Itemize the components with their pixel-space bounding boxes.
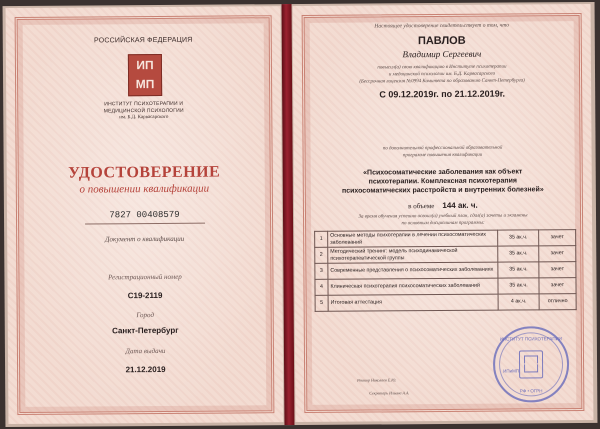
program-title-line2: психотерапии. Комплексная психотерапия bbox=[368, 177, 517, 186]
official-stamp bbox=[493, 326, 570, 403]
subject-name: Итоговая аттестация bbox=[328, 294, 498, 311]
country-name: РОССИЙСКАЯ ФЕДЕРАЦИЯ bbox=[94, 36, 193, 45]
certificate-title: УДОСТОВЕРЕНИЕ bbox=[68, 163, 221, 182]
issue-date-label: Дата выдачи bbox=[125, 346, 166, 356]
subject-hours: 35 ак.ч. bbox=[498, 278, 539, 294]
completion-text-line1: За время обучения успешно освоил(а) учебный план, сдал(а) зачеты и экзамены bbox=[358, 213, 528, 220]
program-title-line3: психосоматических расстройств и внутренних болезней» bbox=[341, 186, 544, 195]
rector-signature: Ректор Николаев Е.Ю. bbox=[357, 377, 397, 383]
intro-text: Настоящее удостоверение свидетельствует о том, что bbox=[374, 22, 509, 30]
stamp-ring-text: ИНСТИТУТ ПСИХОТЕРАПИИ bbox=[499, 336, 563, 342]
subject-number: 2 bbox=[315, 247, 328, 263]
stamp-side-text: ИПиМП bbox=[503, 368, 520, 374]
holder-surname: ПАВЛОВ bbox=[417, 34, 466, 48]
subject-result: зачет bbox=[539, 278, 576, 294]
registration-number-value: С19-2119 bbox=[127, 290, 163, 301]
certificate bbox=[3, 2, 598, 427]
subject-result: зачет bbox=[539, 262, 576, 278]
certificate-right-page bbox=[293, 4, 594, 422]
subject-result: зачет bbox=[539, 246, 576, 262]
logo-top-text: ИП bbox=[136, 58, 154, 73]
completion-text-line2: по основным дисциплинам программы: bbox=[401, 220, 485, 227]
qualification-text-line2: и медицинской психологии им. Б.Д. Карвасарского bbox=[388, 71, 496, 78]
institute-name-line3: им. Б.Д. Карвасарского bbox=[119, 114, 169, 121]
institute-name-line1: ИНСТИТУТ ПСИХОТЕРАПИИ И bbox=[104, 100, 184, 108]
holder-given-names: Владимир Сергеевич bbox=[402, 48, 482, 60]
subject-name: Современные представления о психосоматических заболеваниях bbox=[328, 262, 498, 279]
subject-number: 5 bbox=[315, 295, 328, 311]
institute-name-line2: МЕДИЦИНСКОЙ ПСИХОЛОГИИ bbox=[103, 107, 184, 115]
document-type-label: Документ о квалификации bbox=[105, 234, 185, 244]
subject-hours: 4 ак.ч. bbox=[498, 294, 539, 310]
secretary-signature: Секретарь Ильина А.А. bbox=[369, 390, 410, 396]
table-row bbox=[315, 246, 576, 264]
volume-label: в объеме bbox=[408, 202, 435, 211]
training-period: С 09.12.2019г. по 21.12.2019г. bbox=[379, 88, 506, 100]
certificate-subtitle: о повышении квалификации bbox=[79, 182, 210, 196]
stamp-emblem-icon bbox=[519, 350, 543, 378]
issue-date-value: 21.12.2019 bbox=[125, 364, 166, 375]
subject-name: Методический тренинг: модель психодинамической психотерапевтической группы bbox=[328, 246, 498, 263]
table-row bbox=[315, 278, 576, 296]
table-row bbox=[315, 230, 576, 248]
city-label: Город bbox=[136, 311, 155, 320]
subject-name: Основные методы психотерапии в лечении психосоматических заболеваний bbox=[328, 230, 498, 247]
subject-hours: 35 ак.ч. bbox=[498, 246, 539, 262]
subject-number: 4 bbox=[315, 279, 328, 295]
logo-bottom-text: МП bbox=[135, 77, 155, 92]
subject-hours: 35 ак.ч. bbox=[498, 262, 539, 278]
subject-result: зачет bbox=[539, 230, 576, 246]
program-type-line1: по дополнительной профессиональной образовательной bbox=[382, 145, 503, 152]
stamp-bottom-text: РФ • ОГРН bbox=[519, 388, 543, 394]
registration-number-label: Регистрационный номер bbox=[108, 272, 182, 282]
program-type-line2: программе повышения квалификации bbox=[402, 152, 483, 159]
subject-hours: 35 ак.ч. bbox=[498, 230, 539, 246]
license-text: (Бессрочная лицензия №0994 Комитета по образованию Санкт-Петербурга) bbox=[359, 78, 525, 85]
certificate-left-page bbox=[6, 6, 284, 424]
table-row bbox=[315, 262, 576, 280]
subjects-table bbox=[314, 229, 577, 312]
subject-name: Клиническая психотерапия психосоматических заболеваний bbox=[328, 278, 498, 295]
city-value: Санкт-Петербург bbox=[112, 325, 179, 336]
institute-logo bbox=[128, 54, 162, 96]
subject-result: отлично bbox=[539, 294, 576, 310]
program-title-line1: «Психосоматические заболевания как объект bbox=[363, 168, 523, 177]
certificate-serial-number: 7827 00408579 bbox=[109, 209, 180, 221]
volume-value: 144 ак. ч. bbox=[442, 200, 478, 211]
table-row bbox=[315, 294, 576, 312]
subject-number: 3 bbox=[315, 263, 328, 279]
subject-number: 1 bbox=[315, 231, 328, 247]
qualification-text-line1: повысил(а) свою квалификацию в Институте психотерапии bbox=[377, 64, 507, 71]
